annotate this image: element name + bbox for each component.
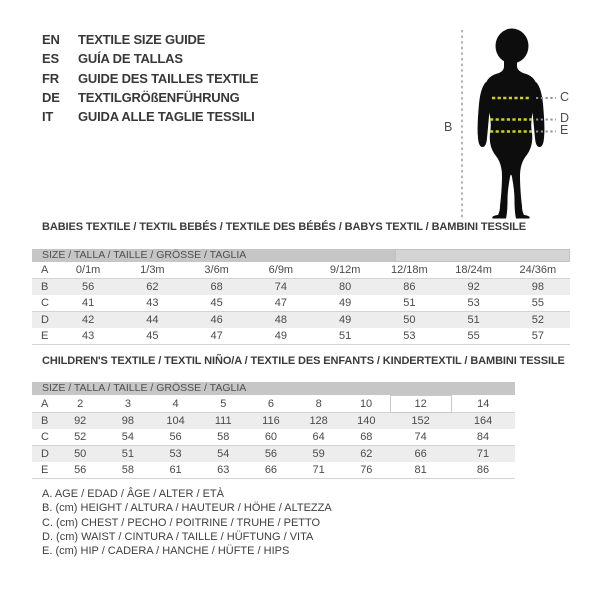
size-cell: 50 <box>403 314 416 326</box>
language-title: GUIDA ALLE TAGLIE TESSILI <box>78 109 255 125</box>
size-cell: 18/24m <box>442 262 506 279</box>
measurement-legend <box>42 487 332 558</box>
legend-line-waist: D. (cm) WAIST / CINTURA / TAILLE / HÜFTUNG / VITA <box>42 530 314 543</box>
size-cell: 74 <box>274 281 287 293</box>
babies-size-header-bar <box>32 249 570 262</box>
size-cell: 52 <box>531 314 544 326</box>
size-cell: 53 <box>377 328 441 345</box>
language-code: FR <box>42 70 59 86</box>
row-label: A <box>32 396 56 413</box>
size-cell: 49 <box>249 328 313 345</box>
legend-line-hip: E. (cm) HIP / CADERA / HANCHE / HÜFTE / HIPS <box>42 545 290 558</box>
size-cell: 61 <box>152 462 200 479</box>
size-cell: 5 <box>199 396 247 413</box>
hip-label: E <box>560 123 569 137</box>
size-cell: 53 <box>169 448 182 460</box>
size-cell: 68 <box>210 281 223 293</box>
size-cell: 104 <box>166 415 185 427</box>
row-label: A <box>32 262 56 279</box>
size-cell: 51 <box>121 448 134 460</box>
size-cell: 9/12m <box>313 262 377 279</box>
language-title-list <box>42 30 258 126</box>
size-cell: 51 <box>377 295 441 312</box>
size-cell: 81 <box>390 462 451 479</box>
size-cell: 60 <box>247 429 295 446</box>
size-cell: 14 <box>451 396 515 413</box>
row-label: C <box>32 295 56 312</box>
size-cell: 1/3m <box>120 262 184 279</box>
size-cell: 49 <box>313 295 377 312</box>
size-cell: 58 <box>199 429 247 446</box>
size-cell: 63 <box>199 462 247 479</box>
size-cell: 98 <box>531 281 544 293</box>
size-cell: 46 <box>210 314 223 326</box>
height-label: B <box>444 120 453 134</box>
table-row <box>32 446 515 463</box>
size-cell: 8 <box>295 396 343 413</box>
size-cell: 66 <box>414 448 427 460</box>
language-title: TEXTILE SIZE GUIDE <box>78 32 206 47</box>
size-cell: 66 <box>247 462 295 479</box>
size-cell: 74 <box>390 429 451 446</box>
size-cell: 41 <box>56 295 120 312</box>
size-cell: 42 <box>82 314 95 326</box>
child-silhouette-figure <box>440 12 575 227</box>
size-cell: 6/9m <box>249 262 313 279</box>
size-cell: 53 <box>442 295 506 312</box>
size-cell: 44 <box>146 314 159 326</box>
table-row <box>32 413 515 430</box>
row-label: B <box>41 415 49 427</box>
size-cell: 55 <box>506 295 570 312</box>
row-label: D <box>41 448 49 460</box>
language-code: DE <box>42 89 60 105</box>
language-title: TEXTILGRÖßENFÜHRUNG <box>78 89 240 105</box>
babies-section-title: BABIES TEXTILE / TEXTIL BEBÉS / TEXTILE DES BÉBÉS / BABYS TEXTIL / BAMBINI TESSILE <box>42 221 527 233</box>
waist-label: D <box>560 111 570 125</box>
size-cell: 59 <box>312 448 325 460</box>
size-cell: 128 <box>309 415 328 427</box>
size-cell: 12/18m <box>377 262 441 279</box>
size-cell: 86 <box>451 462 515 479</box>
size-cell: 45 <box>185 295 249 312</box>
row-label: E <box>32 328 56 345</box>
size-cell: 51 <box>467 314 480 326</box>
size-cell: 4 <box>152 396 200 413</box>
size-cell: 50 <box>74 448 87 460</box>
children-size-table <box>32 395 515 479</box>
size-cell: 3 <box>104 396 152 413</box>
size-cell: 76 <box>342 462 390 479</box>
table-row <box>32 396 515 413</box>
language-code: IT <box>42 109 54 125</box>
language-code: ES <box>42 51 59 67</box>
size-cell: 51 <box>313 328 377 345</box>
size-cell: 56 <box>152 429 200 446</box>
size-cell: 12 <box>390 396 451 413</box>
size-cell: 45 <box>120 328 184 345</box>
size-cell: 3/6m <box>185 262 249 279</box>
size-cell: 71 <box>476 448 490 460</box>
babies-size-header-label: SIZE / TALLA / TAILLE / GRÖSSE / TAGLIA <box>42 249 247 261</box>
size-cell: 98 <box>121 415 134 427</box>
size-cell: 111 <box>214 415 232 427</box>
size-cell: 64 <box>295 429 343 446</box>
size-cell: 57 <box>506 328 570 345</box>
legend-line-age: A. AGE / EDAD / ÂGE / ALTER / ETÀ <box>42 488 224 500</box>
language-row <box>42 88 258 107</box>
size-cell: 49 <box>339 314 352 326</box>
size-cell: 62 <box>146 281 159 293</box>
size-cell: 54 <box>217 448 230 460</box>
table-row <box>32 462 515 479</box>
size-cell: 84 <box>451 429 515 446</box>
table-row <box>32 295 570 312</box>
legend-line-chest: C. (cm) CHEST / PECHO / POITRINE / TRUHE / PETTO <box>42 516 321 529</box>
size-cell: 56 <box>56 462 104 479</box>
size-cell: 86 <box>403 281 416 293</box>
size-cell: 152 <box>411 415 430 427</box>
language-title: GUÍA DE TALLAS <box>78 51 183 67</box>
language-row <box>42 107 258 126</box>
language-title: GUIDE DES TAILLES TEXTILE <box>78 70 259 86</box>
size-cell: 164 <box>473 415 493 427</box>
size-cell: 55 <box>442 328 506 345</box>
size-cell: 52 <box>56 429 104 446</box>
table-row <box>32 279 570 296</box>
language-row <box>42 49 258 68</box>
size-cell: 71 <box>295 462 343 479</box>
size-cell: 48 <box>274 314 287 326</box>
silhouette-shape <box>478 29 545 219</box>
language-row <box>42 69 258 88</box>
size-cell: 47 <box>185 328 249 345</box>
size-cell: 68 <box>342 429 390 446</box>
row-label: B <box>41 281 49 293</box>
size-cell: 56 <box>264 448 278 460</box>
size-cell: 92 <box>74 415 87 427</box>
size-cell: 6 <box>247 396 295 413</box>
size-cell: 24/36m <box>506 262 570 279</box>
table-row <box>32 429 515 446</box>
children-size-header-label: SIZE / TALLA / TAILLE / GRÖSSE / TAGLIA <box>42 382 247 394</box>
size-cell: 58 <box>104 462 152 479</box>
size-cell: 2 <box>56 396 104 413</box>
legend-line-height: B. (cm) HEIGHT / ALTURA / HAUTEUR / HÖHE / ALTEZZA <box>42 502 332 515</box>
size-cell: 80 <box>339 281 352 293</box>
size-cell: 92 <box>467 281 480 293</box>
children-section-title: CHILDREN'S TEXTILE / TEXTIL NIÑO/A / TEXTILE DES ENFANTS / KINDERTEXTIL / BAMBINI TESSILE <box>42 355 565 367</box>
babies-size-table <box>32 262 570 345</box>
chest-label: C <box>560 90 570 104</box>
size-cell: 62 <box>360 448 373 460</box>
size-cell: 56 <box>82 281 95 293</box>
row-label: D <box>41 314 49 326</box>
size-cell: 43 <box>120 295 184 312</box>
row-label: E <box>32 462 56 479</box>
table-row <box>32 262 570 279</box>
size-cell: 0/1m <box>56 262 120 279</box>
size-cell: 54 <box>104 429 152 446</box>
row-label: C <box>32 429 56 446</box>
table-row <box>32 328 570 345</box>
size-cell: 116 <box>262 415 280 427</box>
size-cell: 10 <box>342 396 390 413</box>
size-cell: 43 <box>56 328 120 345</box>
header-bar-right-patch <box>395 249 570 262</box>
language-row <box>42 30 258 49</box>
size-cell: 47 <box>249 295 313 312</box>
table-row <box>32 312 570 329</box>
size-cell: 140 <box>357 415 376 427</box>
language-code: EN <box>42 32 60 47</box>
children-size-header-bar <box>32 382 515 395</box>
